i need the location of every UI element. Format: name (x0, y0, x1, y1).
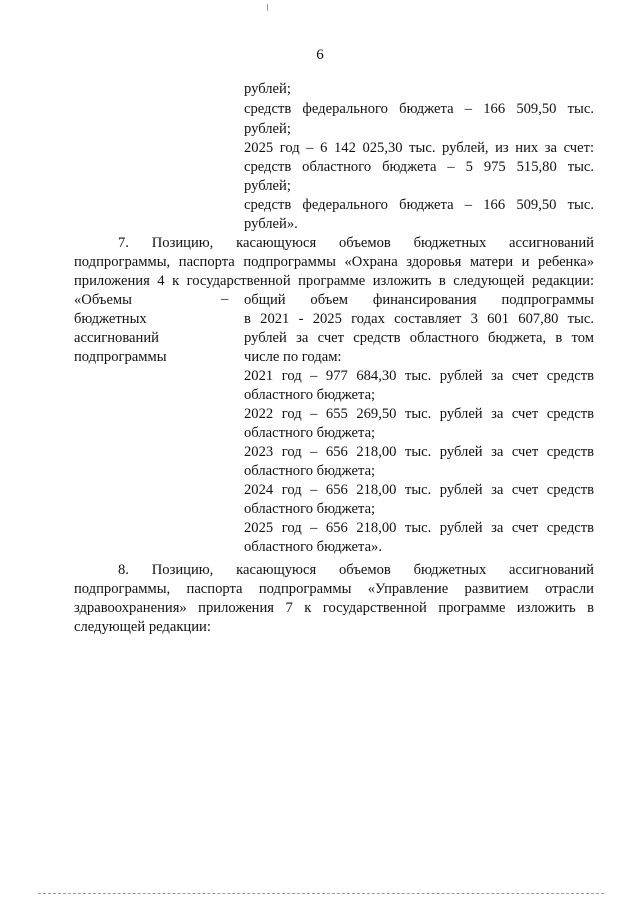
table-value-line: областного бюджета». (244, 539, 383, 555)
table-value-line: 2022 год – 655 269,50 тыс. рублей за счет средств (244, 406, 594, 422)
table-label: «Объемы (74, 292, 132, 308)
table-label: ассигнований (74, 330, 159, 346)
paragraph-7-line-1: 7. Позицию, касающуюся объемов бюджетных ассигнований (118, 235, 594, 251)
table-value-line: областного бюджета; (244, 387, 376, 403)
text-line: 2025 год – 6 142 025,30 тыс. рублей, из них за счет: (244, 140, 594, 156)
table-value-line: 2024 год – 656 218,00 тыс. рублей за счет средств (244, 482, 594, 498)
paragraph-7-line-2: подпрограммы, паспорта подпрограммы «Охрана здоровья матери и ребенка» (74, 254, 594, 270)
text-line: средств федерального бюджета – 166 509,50 тыс. (244, 197, 594, 213)
table-value-line: в 2021 - 2025 годах составляет 3 601 607,80 тыс. (244, 311, 594, 327)
scan-edge-line (38, 893, 604, 894)
page-number: 6 (316, 47, 324, 63)
table-value-line: 2023 год – 656 218,00 тыс. рублей за счет средств (244, 444, 594, 460)
table-value-line: областного бюджета; (244, 501, 376, 517)
text-line: рублей». (244, 216, 298, 232)
paragraph-8-line-1: 8. Позицию, касающуюся объемов бюджетных ассигнований (118, 562, 594, 578)
table-label: бюджетных (74, 311, 147, 327)
text-line: средств областного бюджета – 5 975 515,80 тыс. (244, 159, 594, 175)
table-value-line: областного бюджета; (244, 463, 376, 479)
paragraph-8-line-3: здравоохранения» приложения 7 к государственной программе изложить в (74, 600, 594, 616)
table-value-line: общий объем финансирования подпрограммы (244, 292, 594, 308)
scan-mark (267, 4, 268, 11)
text-line: рублей; (244, 81, 291, 97)
paragraph-8-line-4: следующей редакции: (74, 619, 211, 635)
table-value-line: числе по годам: (244, 349, 342, 365)
text-line: рублей; (244, 178, 291, 194)
table-value-line: рублей за счет средств областного бюджета, в том (244, 330, 594, 346)
paragraph-7-line-3: приложения 4 к государственной программе изложить в следующей редакции: (74, 273, 594, 289)
table-dash: – (221, 291, 229, 307)
table-value-line: 2021 год – 977 684,30 тыс. рублей за счет средств (244, 368, 594, 384)
text-line: рублей; (244, 121, 291, 137)
table-value-line: областного бюджета; (244, 425, 376, 441)
table-label: подпрограммы (74, 349, 167, 365)
text-line: средств федерального бюджета – 166 509,50 тыс. (244, 101, 594, 117)
paragraph-8-line-2: подпрограммы, паспорта подпрограммы «Управление развитием отрасли (74, 581, 594, 597)
table-value-line: 2025 год – 656 218,00 тыс. рублей за счет средств (244, 520, 594, 536)
